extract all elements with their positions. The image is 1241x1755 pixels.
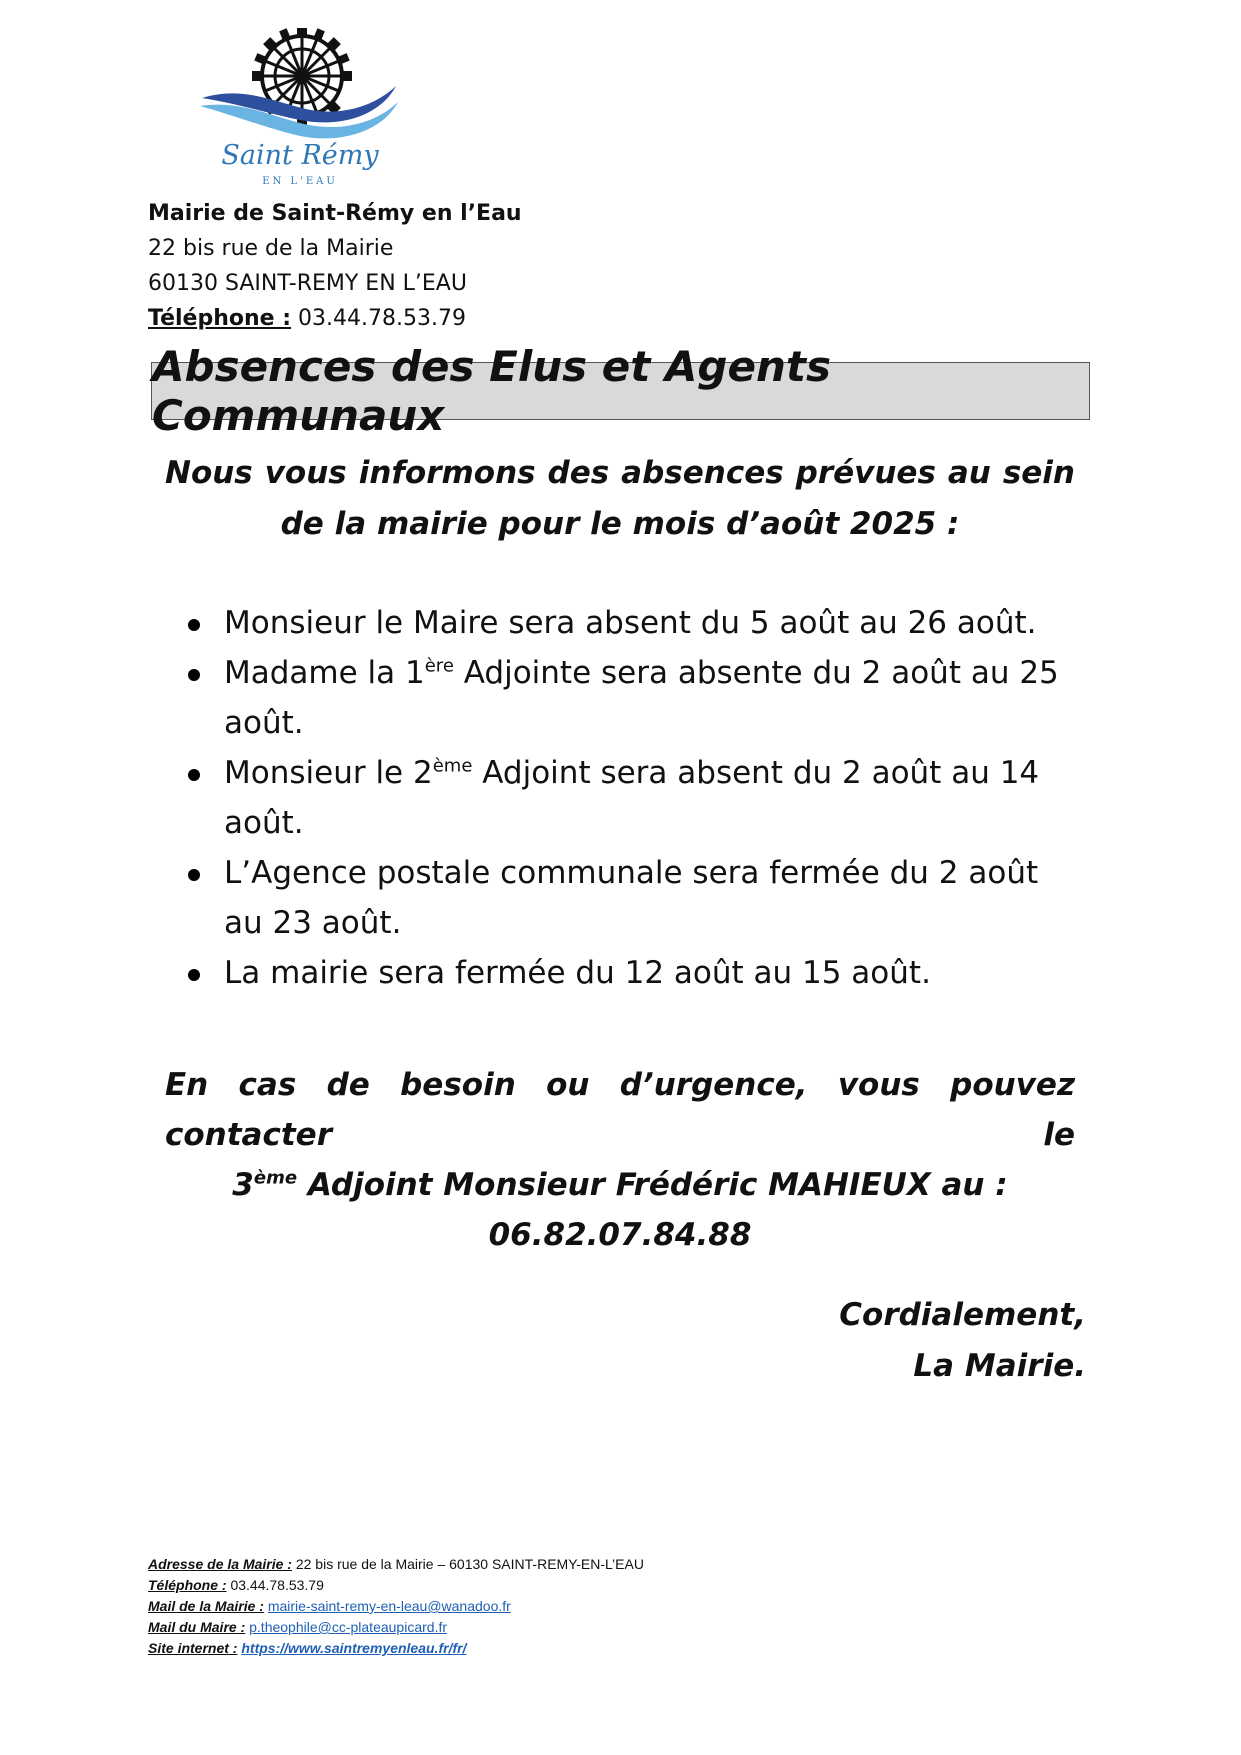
phone-label: Téléphone : [148,306,292,331]
footer-address: Adresse de la Mairie : 22 bis rue de la Mairie – 60130 SAINT-REMY-EN-L’EAU [148,1556,644,1572]
list-item: Monsieur le Maire sera absent du 5 août au 26 août. [184,598,1074,648]
list-item: L’Agence postale communale sera fermée du 2 août au 23 août. [184,848,1074,948]
emergency-contact [165,1060,1075,1260]
logo-subtitle: EN L'EAU [262,176,338,187]
footer-mail-maire: Mail du Maire : p.theophile@cc-plateaupicard.fr [148,1619,448,1635]
address-line-1: 22 bis rue de la Mairie [148,236,394,261]
footer-site: Site internet : https://www.saintremyenleau.fr/fr/ [148,1640,467,1656]
page-title: Absences des Elus et Agents Communaux [152,342,831,440]
emergency-line-1: En cas de besoin ou d’urgence, vous pouvez contacter le [165,1067,1075,1153]
emergency-line-2: 3ème Adjoint Monsieur Frédéric MAHIEUX au : [232,1167,1008,1203]
water-wheel-icon [200,28,400,148]
closing [839,1290,1086,1392]
logo-name: Saint Rémy [221,140,379,171]
mail-mairie-link[interactable]: mairie-saint-remy-en-leau@wanadoo.fr [267,1598,511,1614]
mail-maire-link[interactable]: p.theophile@cc-plateaupicard.fr [249,1619,448,1635]
emergency-phone: 06.82.07.84.88 [488,1217,752,1253]
address-line-2: 60130 SAINT-REMY EN L’EAU [148,271,467,296]
logo [200,28,400,198]
list-item: Monsieur le 2ème Adjoint sera absent du 2 août au 14 août. [184,748,1074,848]
list-item: Madame la 1ère Adjointe sera absente du 2 août au 25 août. [184,648,1074,748]
footer [148,1554,644,1659]
mairie-name: Mairie de Saint-Rémy en l’Eau [148,201,522,226]
absence-list [184,598,1074,998]
footer-phone: Téléphone : 03.44.78.53.79 [148,1577,324,1593]
phone-line [148,301,522,336]
website-link[interactable]: https://www.saintremyenleau.fr/fr/ [241,1640,467,1656]
phone-number: 03.44.78.53.79 [298,306,466,331]
title-box [151,342,1090,440]
intro-text: Nous vous informons des absences prévues au sein de la mairie pour le mois d’août 2025 : [165,455,1075,542]
closing-line-1: Cordialement, [839,1297,1086,1333]
signature: La Mairie. [913,1348,1086,1384]
letterhead [148,196,522,336]
footer-mail-mairie: Mail de la Mairie : mairie-saint-remy-en-leau@wanadoo.fr [148,1598,511,1614]
list-item: La mairie sera fermée du 12 août au 15 août. [184,948,1074,998]
